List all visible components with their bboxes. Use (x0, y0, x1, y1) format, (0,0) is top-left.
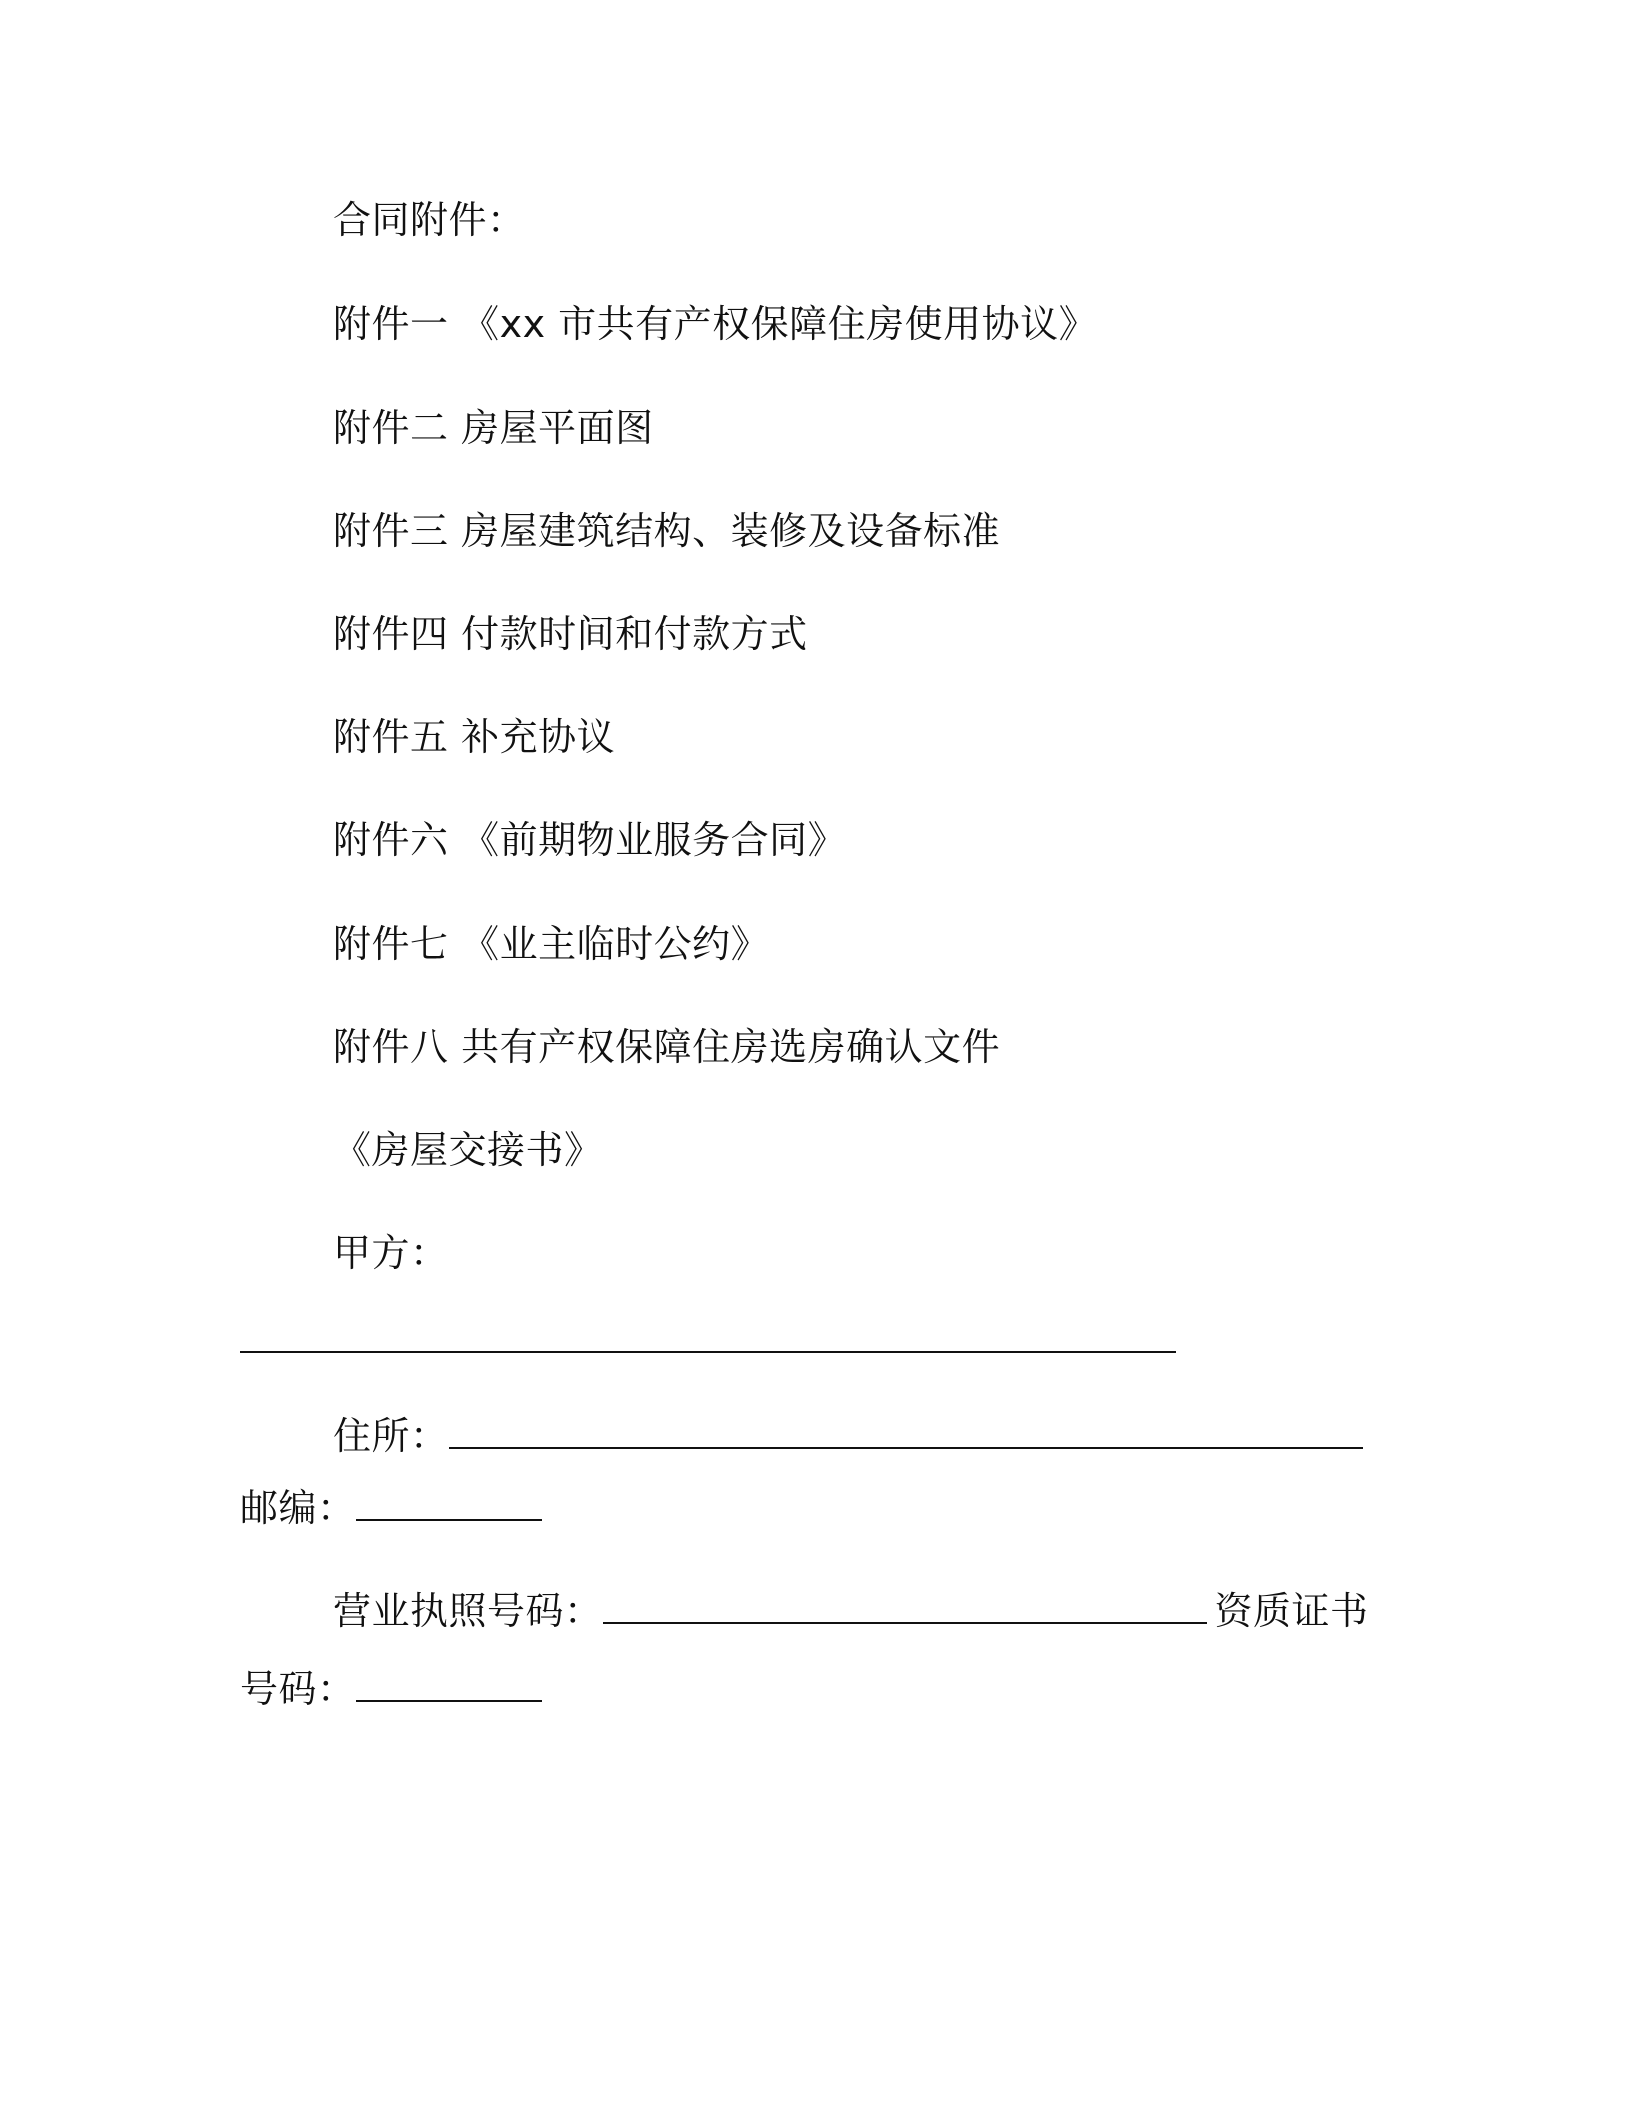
postcode-blank[interactable] (356, 1483, 542, 1521)
attachment-item-7: 附件七 《业主临时公约》 (333, 922, 770, 966)
qualification-row (240, 1664, 542, 1713)
attachment-item-8: 附件八 共有产权保障住房选房确认文件 (333, 1025, 1001, 1069)
address-blank[interactable] (449, 1411, 1363, 1449)
qualification-label-part1: 资质证书 (1214, 1589, 1369, 1633)
address-row (333, 1411, 1363, 1460)
postcode-row (240, 1483, 542, 1532)
attachment-item-3: 附件三 房屋建筑结构、装修及设备标准 (333, 509, 1001, 553)
attachments-heading: 合同附件： (333, 198, 526, 242)
party-a-label: 甲方： (333, 1231, 449, 1275)
attachment-item-4: 附件四 付款时间和付款方式 (333, 612, 808, 656)
license-blank[interactable] (603, 1586, 1207, 1624)
attachment-item-6: 附件六 《前期物业服务合同》 (333, 818, 847, 862)
license-row (333, 1586, 1369, 1635)
party-a-name-blank[interactable] (240, 1351, 1176, 1353)
attachment-item-2: 附件二 房屋平面图 (333, 406, 654, 450)
attachment-item-5: 附件五 补充协议 (333, 715, 616, 759)
license-label: 营业执照号码： (333, 1589, 603, 1633)
qualification-label-part2: 号码： (240, 1667, 356, 1711)
handover-title: 《房屋交接书》 (333, 1128, 603, 1172)
postcode-label: 邮编： (240, 1486, 356, 1530)
qualification-blank[interactable] (356, 1664, 542, 1702)
attachment-item-1: 附件一 《xx 市共有产权保障住房使用协议》 (333, 302, 1098, 346)
address-label: 住所： (333, 1414, 449, 1458)
